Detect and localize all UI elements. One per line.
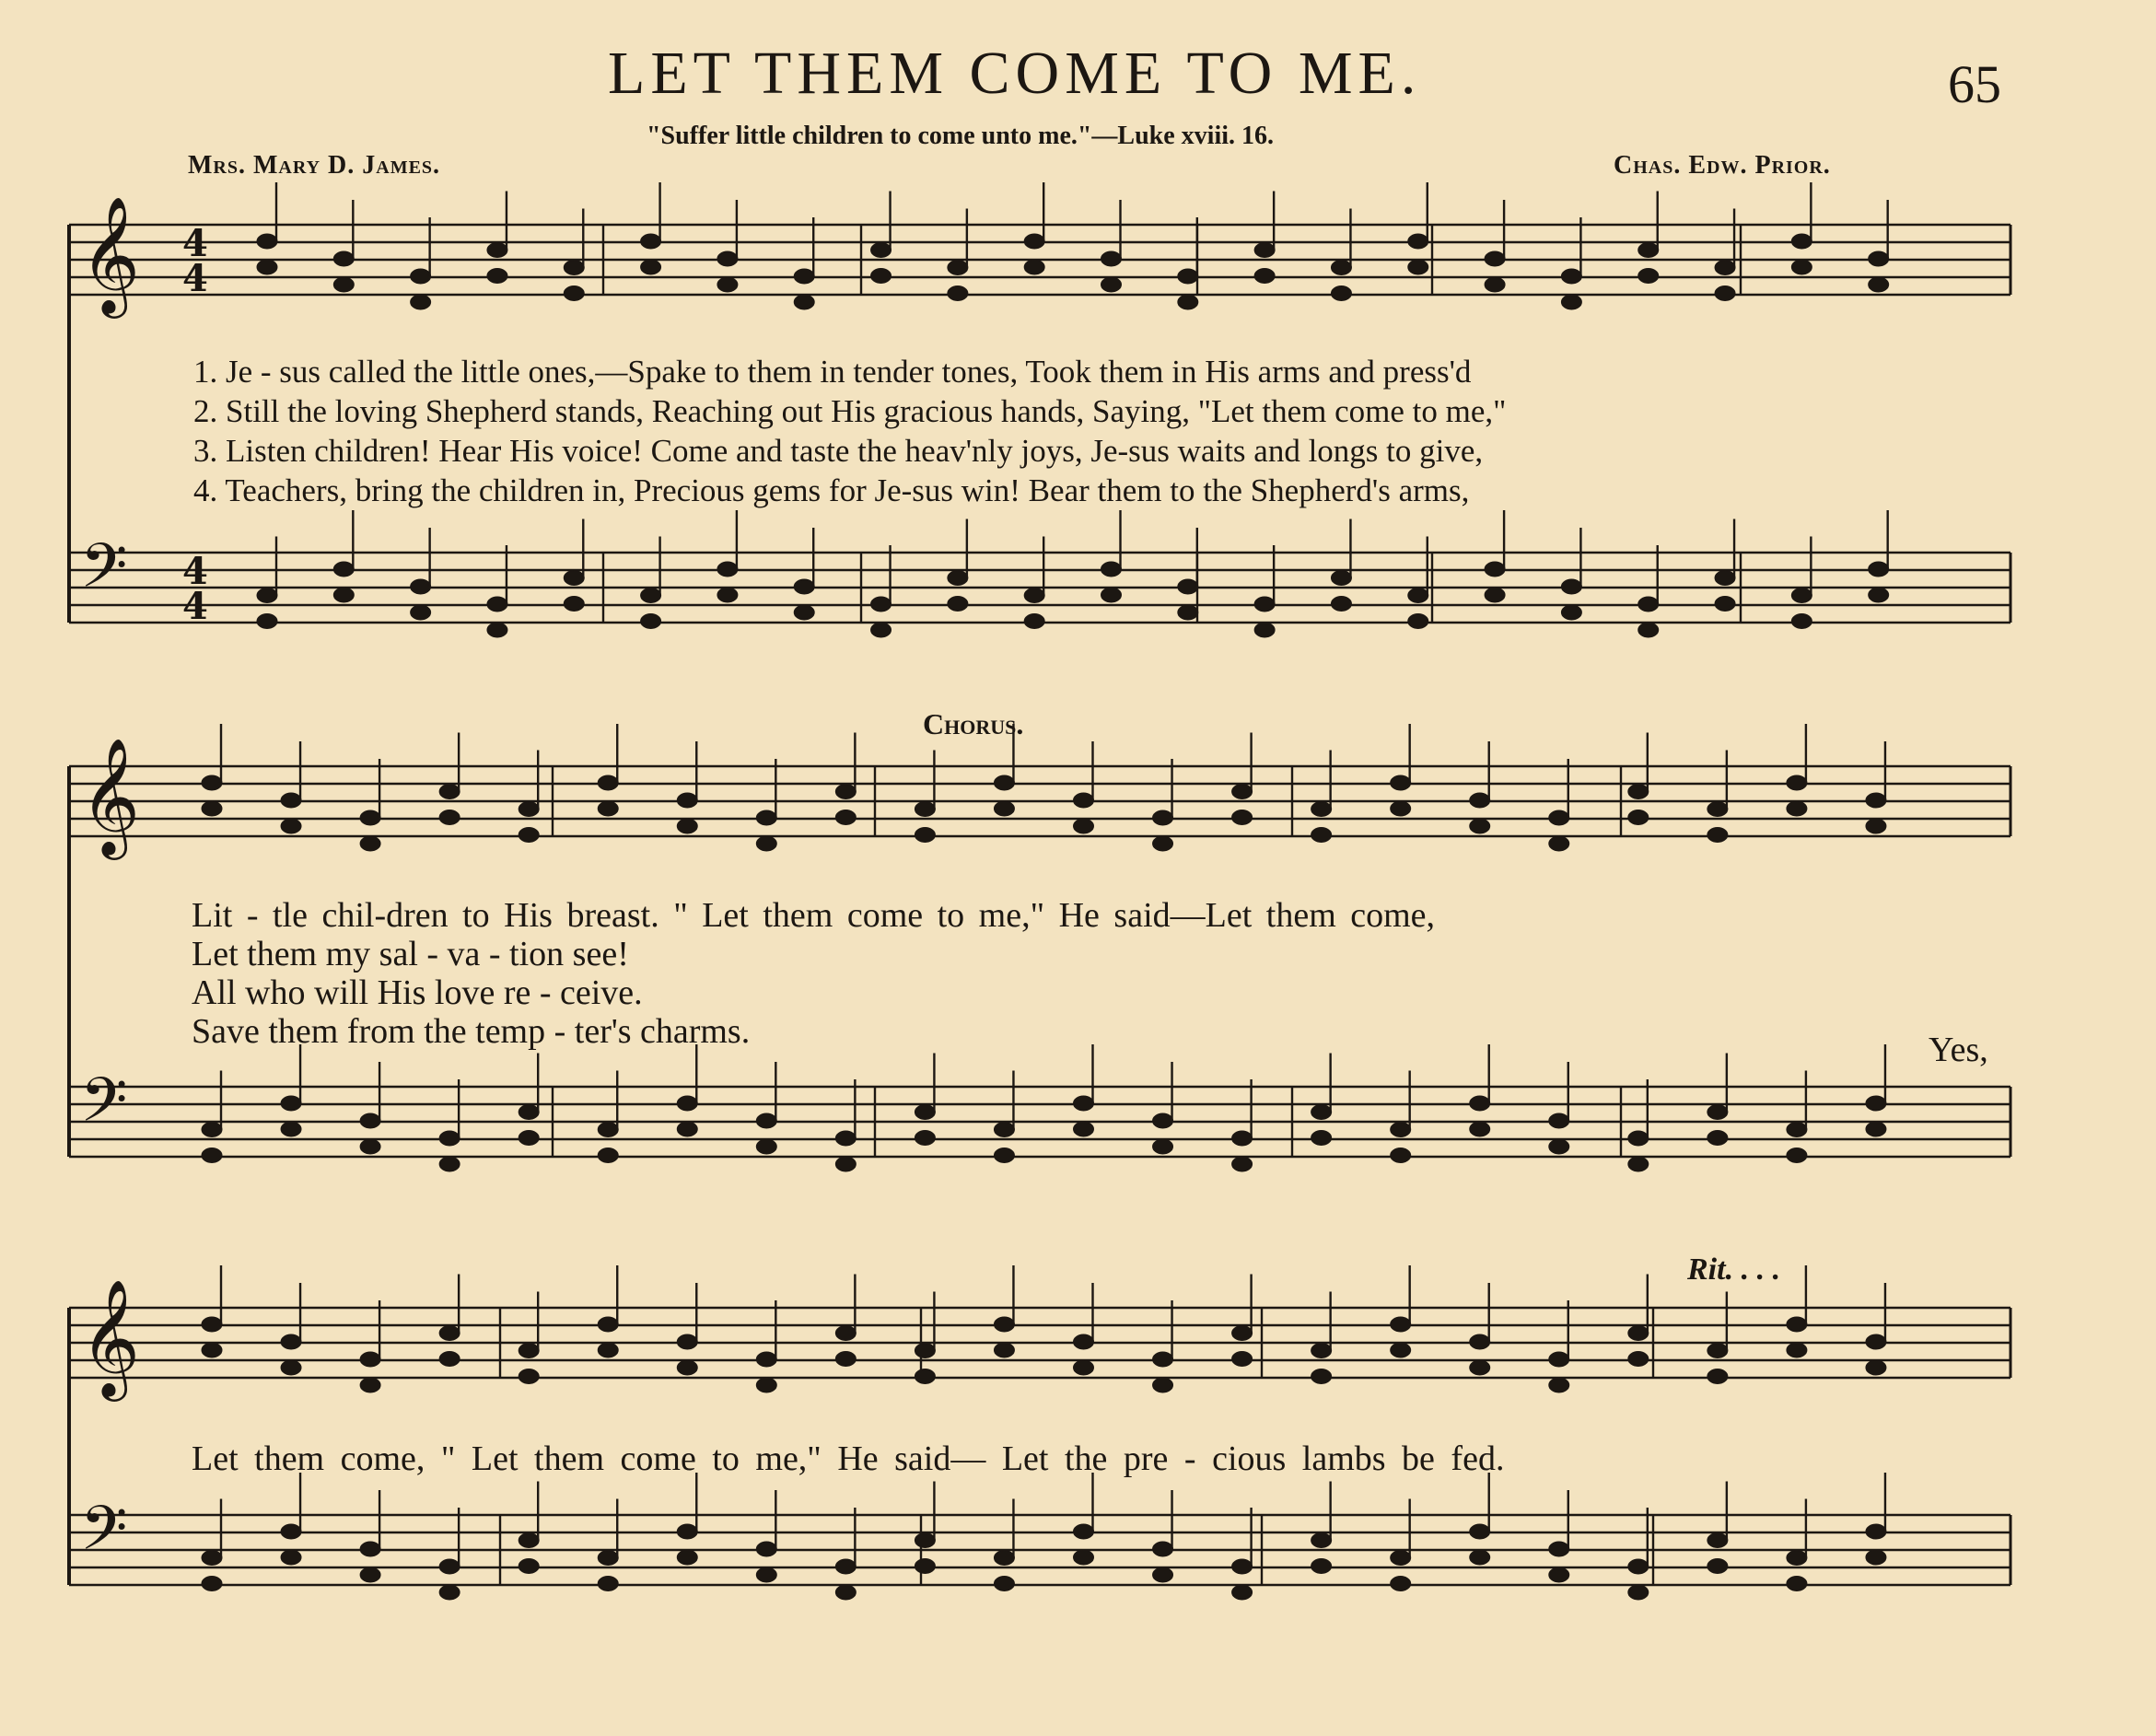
notehead bbox=[915, 1559, 935, 1574]
notehead bbox=[1628, 1157, 1649, 1171]
notehead bbox=[1232, 1326, 1253, 1341]
notehead bbox=[677, 1360, 697, 1375]
notehead bbox=[1715, 571, 1735, 586]
notehead bbox=[1311, 1105, 1332, 1120]
notehead bbox=[994, 1123, 1014, 1137]
notehead bbox=[677, 1550, 697, 1565]
notehead bbox=[717, 277, 738, 292]
notehead bbox=[1408, 588, 1428, 603]
notehead bbox=[756, 1567, 776, 1582]
notehead bbox=[1866, 1122, 1886, 1136]
treble-clef-icon: 𝄞 bbox=[80, 1278, 141, 1396]
notehead bbox=[202, 1148, 222, 1163]
notehead bbox=[1391, 1577, 1411, 1591]
notehead bbox=[519, 1369, 539, 1384]
notehead bbox=[1628, 785, 1649, 799]
notehead bbox=[1549, 1378, 1569, 1392]
notehead bbox=[677, 793, 697, 808]
notehead bbox=[598, 1551, 618, 1566]
verse-line-2: 2. Still the loving Shepherd stands, Reaching out His gracious hands, Saying, "Let them come to me," bbox=[193, 393, 1507, 429]
notehead bbox=[1866, 793, 1886, 808]
notehead bbox=[835, 1559, 856, 1574]
notehead bbox=[1470, 1550, 1490, 1565]
notehead bbox=[1549, 1542, 1569, 1556]
notehead bbox=[1787, 801, 1807, 816]
notehead bbox=[598, 775, 618, 790]
notehead bbox=[1101, 251, 1122, 266]
system2-lyric-2: Let them my sal - va - tion see! bbox=[192, 935, 629, 973]
notehead bbox=[564, 571, 584, 586]
notehead bbox=[360, 1378, 380, 1392]
notehead bbox=[835, 1352, 856, 1367]
notehead bbox=[1787, 1343, 1807, 1357]
notehead bbox=[1715, 286, 1735, 301]
notehead bbox=[1232, 1585, 1253, 1600]
notehead bbox=[835, 1157, 856, 1171]
notehead bbox=[1628, 1326, 1649, 1341]
notehead bbox=[1470, 1524, 1490, 1539]
notehead bbox=[519, 1131, 539, 1146]
bass-clef-icon: 𝄢 bbox=[80, 530, 128, 616]
notehead bbox=[439, 1559, 460, 1574]
notehead bbox=[756, 810, 776, 825]
notehead bbox=[519, 1344, 539, 1358]
notehead bbox=[360, 810, 380, 825]
notehead bbox=[1232, 1559, 1253, 1574]
notehead bbox=[1153, 1113, 1173, 1128]
notehead bbox=[1707, 802, 1728, 817]
notehead bbox=[1391, 1343, 1411, 1357]
notehead bbox=[1707, 1533, 1728, 1548]
notehead bbox=[439, 1326, 460, 1341]
notehead bbox=[1549, 836, 1569, 851]
notehead bbox=[915, 1105, 935, 1120]
notehead bbox=[1485, 277, 1505, 292]
system2-lyric-3: All who will His love re - ceive. bbox=[192, 973, 643, 1012]
notehead bbox=[1178, 579, 1198, 594]
notehead bbox=[1787, 1148, 1807, 1163]
notehead bbox=[1074, 819, 1094, 833]
notehead bbox=[1311, 828, 1332, 843]
notehead bbox=[915, 1131, 935, 1146]
notehead bbox=[1707, 1344, 1728, 1358]
notehead bbox=[677, 1524, 697, 1539]
notehead bbox=[1549, 1113, 1569, 1128]
notehead bbox=[1331, 286, 1351, 301]
notehead bbox=[1628, 1559, 1649, 1574]
notehead bbox=[717, 251, 738, 266]
notehead bbox=[677, 1334, 697, 1349]
notehead bbox=[641, 614, 661, 629]
notehead bbox=[1101, 588, 1122, 602]
notehead bbox=[1101, 562, 1122, 577]
notehead bbox=[1866, 1360, 1886, 1375]
notehead bbox=[281, 1550, 301, 1565]
notehead bbox=[1715, 261, 1735, 275]
notehead bbox=[1549, 1352, 1569, 1367]
notehead bbox=[519, 802, 539, 817]
notehead bbox=[1470, 1360, 1490, 1375]
notehead bbox=[1311, 1369, 1332, 1384]
notehead bbox=[994, 775, 1014, 790]
notehead bbox=[519, 828, 539, 843]
notehead bbox=[1470, 819, 1490, 833]
system2-lyric-1: Lit - tle chil-dren to His breast. " Let them come to me," He said—Let them come, bbox=[192, 896, 1436, 935]
notehead bbox=[1153, 836, 1173, 851]
verse-line-1: 1. Je - sus called the little ones,—Spake to them in tender tones, Took them in His arms and press'd bbox=[193, 354, 1472, 390]
notehead bbox=[1408, 614, 1428, 629]
notehead bbox=[835, 785, 856, 799]
notehead bbox=[1628, 1352, 1649, 1367]
notehead bbox=[1791, 260, 1812, 274]
notehead bbox=[1391, 1148, 1411, 1163]
notehead bbox=[1707, 828, 1728, 843]
notehead bbox=[333, 562, 354, 577]
notehead bbox=[1628, 1585, 1649, 1600]
notehead bbox=[1470, 1096, 1490, 1111]
notehead bbox=[1024, 234, 1044, 249]
notehead bbox=[915, 1344, 935, 1358]
system2-lyric-4: Save them from the temp - ter's charms. bbox=[192, 1012, 751, 1051]
notehead bbox=[1024, 614, 1044, 629]
composer-credit: Chas. Edw. Prior. bbox=[1614, 151, 1831, 180]
notehead bbox=[1074, 1096, 1094, 1111]
notehead bbox=[871, 623, 892, 637]
notehead bbox=[333, 251, 354, 266]
notehead bbox=[439, 1585, 460, 1600]
epigraph: "Suffer little children to come unto me."—Luke xviii. 16. bbox=[647, 122, 1275, 150]
notehead bbox=[871, 597, 892, 612]
notehead bbox=[202, 801, 222, 816]
notehead bbox=[202, 1123, 222, 1137]
system3-lyric: Let them come, " Let them come to me," He said— Let the pre - cious lambs be fed. bbox=[192, 1439, 1505, 1478]
notehead bbox=[871, 243, 892, 258]
notehead bbox=[794, 269, 814, 284]
notehead bbox=[1391, 801, 1411, 816]
notehead bbox=[1074, 1122, 1094, 1136]
notehead bbox=[1549, 1139, 1569, 1154]
bass-clef-icon: 𝄢 bbox=[80, 1493, 128, 1579]
notehead bbox=[202, 1577, 222, 1591]
notehead bbox=[1311, 1131, 1332, 1146]
notehead bbox=[1470, 793, 1490, 808]
notehead bbox=[1787, 1551, 1807, 1566]
notehead bbox=[439, 810, 460, 825]
notehead bbox=[835, 1131, 856, 1146]
notehead bbox=[1869, 277, 1889, 292]
notehead bbox=[1178, 605, 1198, 620]
notehead bbox=[202, 1317, 222, 1332]
notehead bbox=[281, 819, 301, 833]
notehead bbox=[1869, 251, 1889, 266]
notehead bbox=[1791, 234, 1812, 249]
notehead bbox=[1153, 1352, 1173, 1367]
notehead bbox=[564, 286, 584, 301]
treble-clef-icon: 𝄞 bbox=[80, 737, 141, 855]
notehead bbox=[1470, 1122, 1490, 1136]
notehead bbox=[598, 1343, 618, 1357]
notehead bbox=[1101, 277, 1122, 292]
notehead bbox=[281, 1096, 301, 1111]
notehead bbox=[333, 588, 354, 602]
notehead bbox=[835, 1585, 856, 1600]
notehead bbox=[1408, 260, 1428, 274]
notehead bbox=[257, 234, 277, 249]
notehead bbox=[915, 828, 935, 843]
notehead bbox=[257, 614, 277, 629]
notehead bbox=[281, 793, 301, 808]
notehead bbox=[641, 260, 661, 274]
notehead bbox=[948, 261, 968, 275]
notehead bbox=[756, 1139, 776, 1154]
notehead bbox=[948, 597, 968, 612]
notehead bbox=[641, 588, 661, 603]
notehead bbox=[281, 1334, 301, 1349]
notehead bbox=[1153, 1542, 1173, 1556]
notehead bbox=[1153, 1139, 1173, 1154]
notehead bbox=[677, 1122, 697, 1136]
notehead bbox=[598, 801, 618, 816]
notehead bbox=[1866, 1550, 1886, 1565]
notehead bbox=[411, 579, 431, 594]
notehead bbox=[948, 571, 968, 586]
notehead bbox=[519, 1105, 539, 1120]
notehead bbox=[677, 819, 697, 833]
notehead bbox=[994, 1148, 1014, 1163]
notehead bbox=[677, 1096, 697, 1111]
notehead bbox=[360, 1113, 380, 1128]
tempo-mark-rit: Rit. . . . bbox=[1687, 1252, 1781, 1287]
notehead bbox=[1074, 1334, 1094, 1349]
notehead bbox=[1638, 269, 1659, 284]
notehead bbox=[360, 1542, 380, 1556]
notehead bbox=[717, 588, 738, 602]
notehead bbox=[1254, 597, 1275, 612]
notehead bbox=[1707, 1559, 1728, 1574]
notehead bbox=[835, 1326, 856, 1341]
notehead bbox=[1866, 819, 1886, 833]
notehead bbox=[439, 1131, 460, 1146]
notehead bbox=[994, 801, 1014, 816]
hymn-title: LET THEM COME TO ME. bbox=[608, 40, 1422, 107]
author-credit: Mrs. Mary D. James. bbox=[188, 151, 441, 180]
notehead bbox=[257, 588, 277, 603]
notehead bbox=[1311, 1559, 1332, 1574]
notehead bbox=[281, 1360, 301, 1375]
notehead bbox=[1331, 571, 1351, 586]
notehead bbox=[1311, 802, 1332, 817]
notehead bbox=[598, 1148, 618, 1163]
notehead bbox=[1024, 588, 1044, 603]
notehead bbox=[519, 1559, 539, 1574]
notehead bbox=[994, 1343, 1014, 1357]
notehead bbox=[948, 286, 968, 301]
treble-clef-icon: 𝄞 bbox=[80, 195, 141, 313]
notehead bbox=[1232, 810, 1253, 825]
notehead bbox=[1561, 579, 1581, 594]
notehead bbox=[1254, 269, 1275, 284]
notehead bbox=[1561, 295, 1581, 309]
notehead bbox=[641, 234, 661, 249]
notehead bbox=[439, 1352, 460, 1367]
notehead bbox=[1485, 562, 1505, 577]
notehead bbox=[1074, 1550, 1094, 1565]
notehead bbox=[1153, 810, 1173, 825]
notehead bbox=[202, 1551, 222, 1566]
notehead bbox=[360, 1352, 380, 1367]
notehead bbox=[994, 1551, 1014, 1566]
notehead bbox=[1391, 1551, 1411, 1566]
notehead bbox=[564, 597, 584, 612]
notehead bbox=[1311, 1344, 1332, 1358]
notehead bbox=[1254, 243, 1275, 258]
notehead bbox=[1232, 1131, 1253, 1146]
notehead bbox=[281, 1122, 301, 1136]
notehead bbox=[794, 579, 814, 594]
notehead bbox=[1232, 1352, 1253, 1367]
notehead bbox=[1549, 1567, 1569, 1582]
notehead bbox=[411, 269, 431, 284]
notehead bbox=[439, 1157, 460, 1171]
notehead bbox=[1869, 562, 1889, 577]
verse-line-4: 4. Teachers, bring the children in, Precious gems for Je-sus win! Bear them to the Shepherd's arms, bbox=[193, 472, 1470, 508]
notehead bbox=[1787, 1317, 1807, 1332]
notehead bbox=[1153, 1378, 1173, 1392]
notehead bbox=[994, 1577, 1014, 1591]
notehead bbox=[598, 1317, 618, 1332]
notehead bbox=[1787, 1577, 1807, 1591]
notehead bbox=[1391, 1123, 1411, 1137]
notehead bbox=[1628, 810, 1649, 825]
notehead bbox=[915, 802, 935, 817]
notehead bbox=[1074, 1524, 1094, 1539]
notehead bbox=[1707, 1105, 1728, 1120]
notehead bbox=[1470, 1334, 1490, 1349]
notehead bbox=[756, 1113, 776, 1128]
notehead bbox=[439, 785, 460, 799]
notehead bbox=[1707, 1369, 1728, 1384]
notehead bbox=[756, 1542, 776, 1556]
notehead bbox=[333, 277, 354, 292]
notehead bbox=[1628, 1131, 1649, 1146]
notehead bbox=[487, 597, 507, 612]
notehead bbox=[1074, 1360, 1094, 1375]
notehead bbox=[1024, 260, 1044, 274]
time-signature: 4 bbox=[182, 257, 208, 300]
notehead bbox=[1391, 775, 1411, 790]
notehead bbox=[411, 295, 431, 309]
notehead bbox=[598, 1577, 618, 1591]
notehead bbox=[1561, 605, 1581, 620]
notehead bbox=[1485, 251, 1505, 266]
chorus-label: Chorus. bbox=[923, 707, 1024, 740]
notehead bbox=[1787, 1123, 1807, 1137]
notehead bbox=[411, 605, 431, 620]
time-signature: 4 bbox=[182, 222, 208, 265]
notehead bbox=[1153, 1567, 1173, 1582]
notehead bbox=[598, 1123, 618, 1137]
notehead bbox=[1707, 1131, 1728, 1146]
notehead bbox=[1074, 793, 1094, 808]
notehead bbox=[1331, 261, 1351, 275]
clefs bbox=[80, 195, 208, 1579]
notehead bbox=[360, 1139, 380, 1154]
notehead bbox=[835, 810, 856, 825]
notehead bbox=[1791, 614, 1812, 629]
notehead bbox=[202, 775, 222, 790]
notehead bbox=[360, 1567, 380, 1582]
notehead bbox=[1311, 1533, 1332, 1548]
verse-line-3: 3. Listen children! Hear His voice! Come and taste the heav'nly joys, Je-sus waits and longs to give, bbox=[193, 433, 1484, 469]
notehead bbox=[1232, 785, 1253, 799]
page-number: 65 bbox=[1948, 54, 2001, 114]
notehead bbox=[756, 836, 776, 851]
notehead bbox=[1866, 1334, 1886, 1349]
notehead bbox=[915, 1369, 935, 1384]
notehead bbox=[487, 623, 507, 637]
time-signature: 4 bbox=[182, 585, 208, 628]
notehead bbox=[794, 605, 814, 620]
notehead bbox=[1408, 234, 1428, 249]
bass-lyric-yes: Yes, bbox=[1929, 1031, 1988, 1069]
notehead bbox=[915, 1533, 935, 1548]
notehead bbox=[1549, 810, 1569, 825]
notehead bbox=[1715, 597, 1735, 612]
notehead bbox=[794, 295, 814, 309]
notehead bbox=[1232, 1157, 1253, 1171]
notehead bbox=[1331, 597, 1351, 612]
notehead bbox=[1178, 269, 1198, 284]
notehead bbox=[1869, 588, 1889, 602]
notehead bbox=[487, 269, 507, 284]
bass-clef-icon: 𝄢 bbox=[80, 1065, 128, 1150]
notehead bbox=[1178, 295, 1198, 309]
notehead bbox=[487, 243, 507, 258]
notehead bbox=[519, 1533, 539, 1548]
notehead bbox=[1485, 588, 1505, 602]
notehead bbox=[281, 1524, 301, 1539]
notehead bbox=[1791, 588, 1812, 603]
notehead bbox=[756, 1378, 776, 1392]
notehead bbox=[1638, 597, 1659, 612]
notehead bbox=[1638, 623, 1659, 637]
notehead bbox=[202, 1343, 222, 1357]
notehead bbox=[756, 1352, 776, 1367]
notehead bbox=[994, 1317, 1014, 1332]
notehead bbox=[360, 836, 380, 851]
notehead bbox=[1561, 269, 1581, 284]
time-signature: 4 bbox=[182, 550, 208, 593]
notehead bbox=[1866, 1524, 1886, 1539]
notehead bbox=[871, 269, 892, 284]
notehead bbox=[1391, 1317, 1411, 1332]
notehead bbox=[1638, 243, 1659, 258]
notehead bbox=[1254, 623, 1275, 637]
notehead bbox=[257, 260, 277, 274]
notehead bbox=[1787, 775, 1807, 790]
notehead bbox=[1866, 1096, 1886, 1111]
notehead bbox=[564, 261, 584, 275]
notehead bbox=[717, 562, 738, 577]
